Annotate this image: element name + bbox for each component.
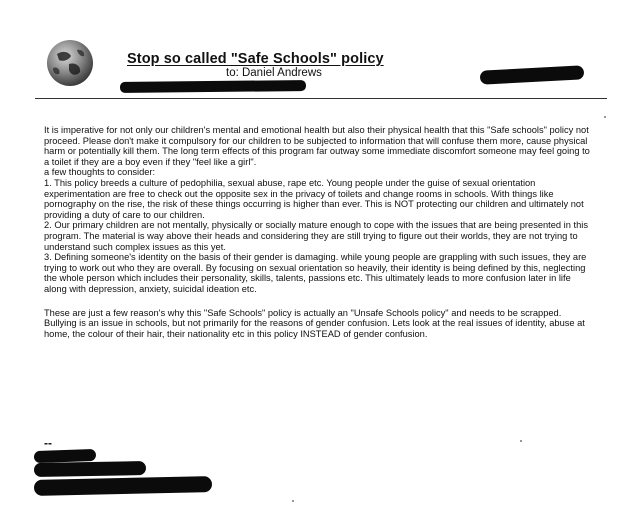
header-divider (35, 98, 607, 99)
point-item: 3. Defining someone's identity on the basis of their gender is damaging. while young people are grappling with such issues, they are trying to work out who they are overall. By focusing on sexual orientation so heavily, their identity is being defined by this, neglecting the whole person which includes their personality, skills, talents, passions etc. This ultimately leads to more confusion later in life along with depression, anxiety, suicidal ideation etc. (44, 252, 587, 294)
redaction-bar (480, 65, 585, 84)
redaction-bar (34, 476, 212, 496)
globe-logo-icon (47, 40, 93, 86)
recipient-line: to: Daniel Andrews (226, 67, 322, 79)
point-item: 2. Our primary children are not mentally, physically or socially mature enough to cope with the issues that are being presented in this program. The material is way above their heads and considering they are still trying to figure out their worlds, they are not trying to understand such complex issues as this yet. (44, 220, 588, 252)
thoughts-heading: a few thoughts to consider: (44, 167, 156, 178)
closing-paragraph: These are just a few reason's why this "Safe Schools" policy is actually an "Unsafe Schools policy" and needs to be scrapped. Bullying is an issue in schools, but not primarily for the reasons of gender confusion. Lets look at the real issues of identity, abuse at home, the colour of their hair, their nationality etc in this policy INSTEAD of gender confusion. (44, 307, 585, 339)
redaction-bar (34, 449, 96, 463)
redaction-bar (34, 461, 146, 477)
petition-title: Stop so called "Safe Schools" policy (127, 51, 384, 67)
redaction-bar (120, 80, 306, 93)
point-item: 1. This policy breeds a culture of pedophilia, sexual abuse, rape etc. Young people under the guise of sexual orientation experimentation are free to check out the opposite sex in the privacy of toilets and change rooms in schools. With things like pornography on the rise, the risk of these things occurring is higher than ever. This is NOT protecting our children and ultimately not providing a duty of care to our children. (44, 177, 584, 220)
scan-speck (604, 116, 606, 118)
scan-speck (292, 500, 294, 502)
signature-dash: -- (44, 436, 52, 450)
scan-speck (520, 440, 522, 442)
letter-body (44, 125, 592, 339)
intro-paragraph: It is imperative for not only our children's mental and emotional health but also their physical health that this "Safe schools" policy not proceed. Please don't make it compulsory for our children to be subjected to information that will confuse them more, cause physical harm or potentially kill them. The long term effects of this program far outway some immediate discomfort someone may feel going to a toilet if they are a boy even if they "feel like a girl". (44, 125, 590, 167)
paragraph-gap (44, 295, 592, 308)
